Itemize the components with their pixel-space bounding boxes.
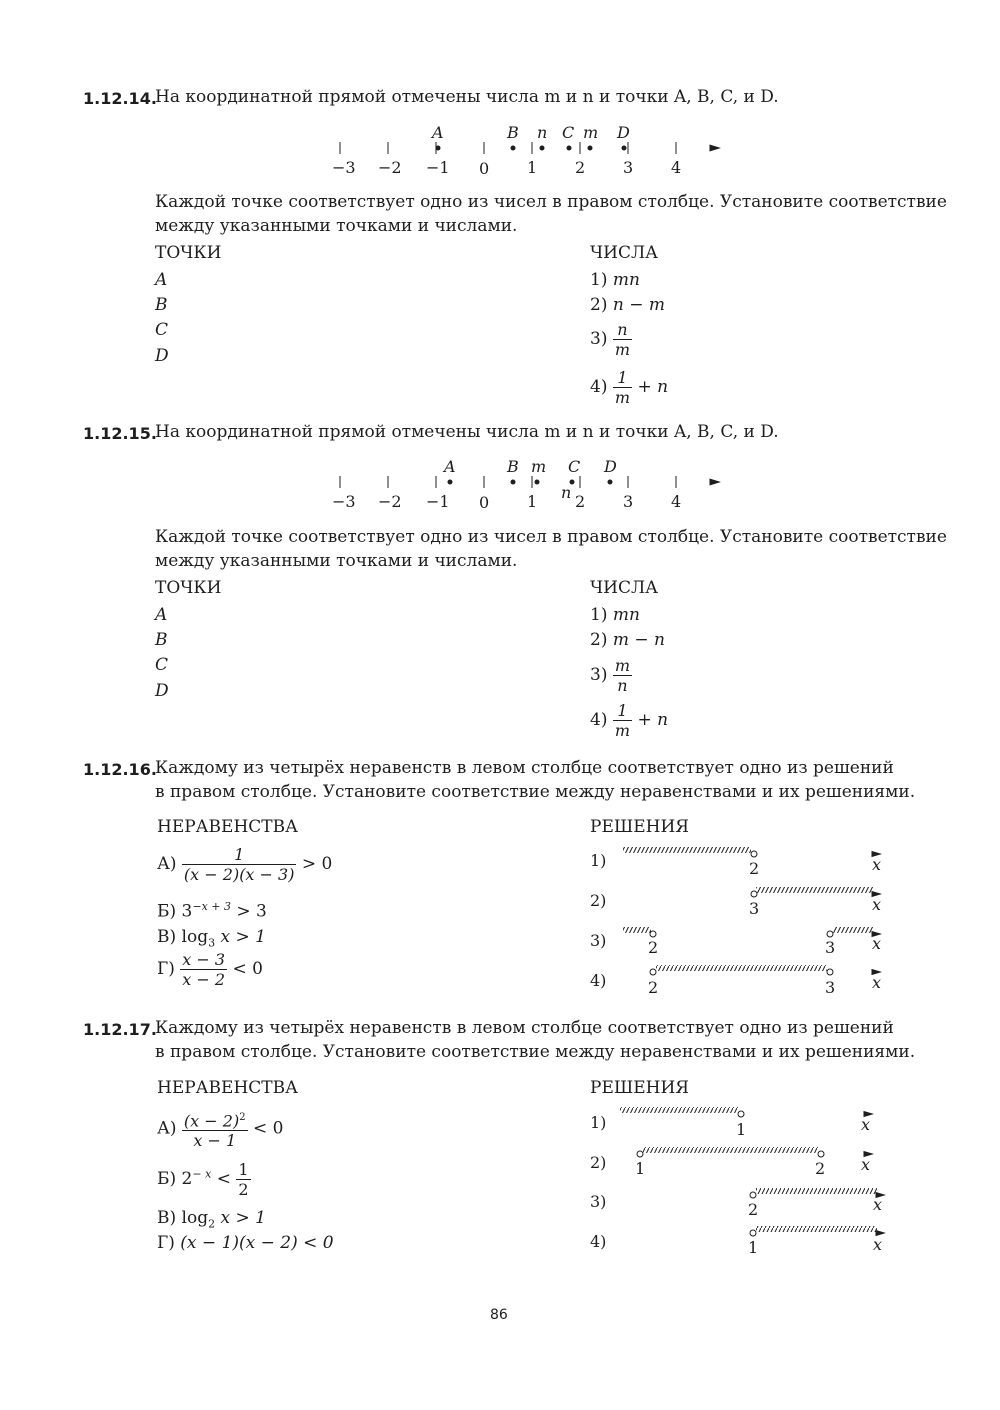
axis-label: x: [861, 1155, 871, 1174]
point-label: m: [531, 457, 547, 476]
option-item: 4) $\frac{1}{m}$ + n: [590, 368, 669, 407]
point-item: A: [155, 270, 168, 290]
tick-label: 1: [748, 1238, 759, 1257]
column-header-numbers: ЧИСЛА: [590, 243, 659, 263]
tick-label: 3: [623, 492, 634, 511]
option-item: 1) mn: [590, 270, 640, 290]
point-label: B: [507, 123, 519, 142]
point-item: B: [155, 295, 168, 315]
tick-label: −3: [332, 158, 356, 177]
column-header-points: ТОЧКИ: [155, 578, 222, 598]
axis-label: x: [873, 1195, 883, 1214]
problem-number: 1.12.14.: [83, 89, 157, 108]
column-header-inequalities: НЕРАВЕНСТВА: [157, 817, 298, 837]
point-item: D: [155, 681, 169, 701]
problem-statement: в правом столбце. Установите соответствие между неравенствами и их решениями.: [155, 782, 916, 802]
inequality-d: Г) $\frac{x - 3}{x - 2}$ < 0: [157, 950, 263, 989]
axis-label: x: [872, 895, 882, 914]
solution-label: 3): [590, 931, 607, 950]
tick-label: 2: [575, 158, 586, 177]
tick-label: 3: [749, 899, 760, 918]
inequality-b: Б) $2^{- x}$ < $\frac{1}{2}$: [157, 1160, 249, 1199]
problem-number: 1.12.17.: [83, 1020, 157, 1039]
instruction: между указанными точками и числами.: [155, 551, 518, 571]
column-header-solutions: РЕШЕНИЯ: [590, 1078, 690, 1098]
tick-label: 4: [671, 158, 682, 177]
number-line-14: [310, 118, 730, 180]
page-number: 86: [490, 1307, 508, 1323]
point-label: D: [604, 457, 617, 476]
tick-label: 1: [635, 1159, 646, 1178]
problem-statement: Каждому из четырёх неравенств в левом столбце соответствует одно из решений: [155, 758, 894, 778]
axis-label: x: [861, 1115, 871, 1134]
instruction: Каждой точке соответствует одно из чисел в правом столбце. Установите соответствие: [155, 527, 947, 547]
inequality-b: Б) $3^{-x + 3} > 3$: [157, 900, 267, 922]
option-item: 2) m − n: [590, 630, 665, 650]
inequality-c: В) $\log_3 x > 1$: [157, 927, 266, 950]
axis-label: x: [872, 934, 882, 953]
tick-label: 3: [825, 978, 836, 997]
option-item: 1) mn: [590, 605, 640, 625]
point-item: A: [155, 605, 168, 625]
solution-label: 1): [590, 1113, 607, 1132]
solution-label: 4): [590, 971, 607, 990]
axis-label: x: [872, 855, 882, 874]
tick-label: 3: [623, 158, 634, 177]
option-item: 4) $\frac{1}{m}$ + n: [590, 701, 669, 740]
point-item: D: [155, 346, 169, 366]
column-header-solutions: РЕШЕНИЯ: [590, 817, 690, 837]
tick-label: 2: [575, 492, 586, 511]
point-item: B: [155, 630, 168, 650]
solution-diagrams-17: [585, 1100, 895, 1260]
problem-statement: На координатной прямой отмечены числа m и n и точки A, B, C, и D.: [155, 422, 779, 442]
tick-label: 0: [479, 159, 490, 178]
column-header-numbers: ЧИСЛА: [590, 578, 659, 598]
instruction: между указанными точками и числами.: [155, 216, 518, 236]
problem-number: 1.12.16.: [83, 760, 157, 779]
number-line-15: [310, 452, 730, 514]
point-dot: [588, 146, 593, 151]
tick-label: −2: [378, 492, 402, 511]
tick-label: 2: [815, 1159, 826, 1178]
inequality-c: В) $\log_2 x > 1$: [157, 1208, 266, 1231]
problem-statement: Каждому из четырёх неравенств в левом столбце соответствует одно из решений: [155, 1018, 894, 1038]
option-item: 3) $\frac{m}{n}$: [590, 656, 631, 695]
option-item: 3) $\frac{n}{m}$: [590, 320, 631, 359]
option-item: 2) n − m: [590, 295, 665, 315]
point-dot: [511, 480, 516, 485]
inequality-a: А) $\frac{1}{(x - 2)(x - 3)}$ > 0: [157, 845, 333, 884]
point-item: C: [155, 655, 169, 675]
tick-label: 1: [527, 492, 538, 511]
point-label: A: [432, 123, 444, 142]
point-dot: [622, 146, 627, 151]
point-label: n: [537, 123, 548, 142]
tick-label: 2: [648, 978, 659, 997]
point-dot: [535, 480, 540, 485]
point-label: n: [561, 483, 572, 502]
point-dot: [511, 146, 516, 151]
point-label: B: [507, 457, 519, 476]
point-label: A: [444, 457, 456, 476]
solution-diagrams-16: [585, 838, 895, 998]
point-dot: [608, 480, 613, 485]
point-label: C: [562, 123, 575, 142]
point-label: C: [568, 457, 581, 476]
problem-statement: в правом столбце. Установите соответствие между неравенствами и их решениями.: [155, 1042, 916, 1062]
solution-label: 2): [590, 891, 607, 910]
point-dot: [567, 146, 572, 151]
point-dot: [540, 146, 545, 151]
axis-label: x: [873, 1235, 883, 1254]
inequality-d: Г) (x − 1)(x − 2) < 0: [157, 1233, 334, 1253]
solution-label: 1): [590, 851, 607, 870]
solution-label: 4): [590, 1232, 607, 1251]
tick-label: 4: [671, 492, 682, 511]
tick-label: −3: [332, 492, 356, 511]
tick-label: 1: [736, 1120, 747, 1139]
point-label: D: [617, 123, 630, 142]
tick-label: 1: [527, 158, 538, 177]
column-header-points: ТОЧКИ: [155, 243, 222, 263]
tick-label: 2: [749, 859, 760, 878]
axis-label: x: [872, 973, 882, 992]
point-item: C: [155, 320, 169, 340]
column-header-inequalities: НЕРАВЕНСТВА: [157, 1078, 298, 1098]
tick-label: 2: [648, 938, 659, 957]
tick-label: −2: [378, 158, 402, 177]
tick-label: 2: [748, 1200, 759, 1219]
solution-label: 2): [590, 1153, 607, 1172]
problem-statement: На координатной прямой отмечены числа m и n и точки A, B, C, и D.: [155, 87, 779, 107]
instruction: Каждой точке соответствует одно из чисел в правом столбце. Установите соответствие: [155, 192, 947, 212]
tick-label: −1: [426, 492, 450, 511]
solution-label: 3): [590, 1192, 607, 1211]
tick-label: −1: [426, 158, 450, 177]
tick-label: 0: [479, 493, 490, 512]
point-dot: [448, 480, 453, 485]
problem-number: 1.12.15.: [83, 424, 157, 443]
point-dot: [436, 146, 441, 151]
point-label: m: [583, 123, 599, 142]
tick-label: 3: [825, 938, 836, 957]
inequality-a: А) $\frac{(x - 2)^2}{x - 1}$ < 0: [157, 1108, 283, 1150]
